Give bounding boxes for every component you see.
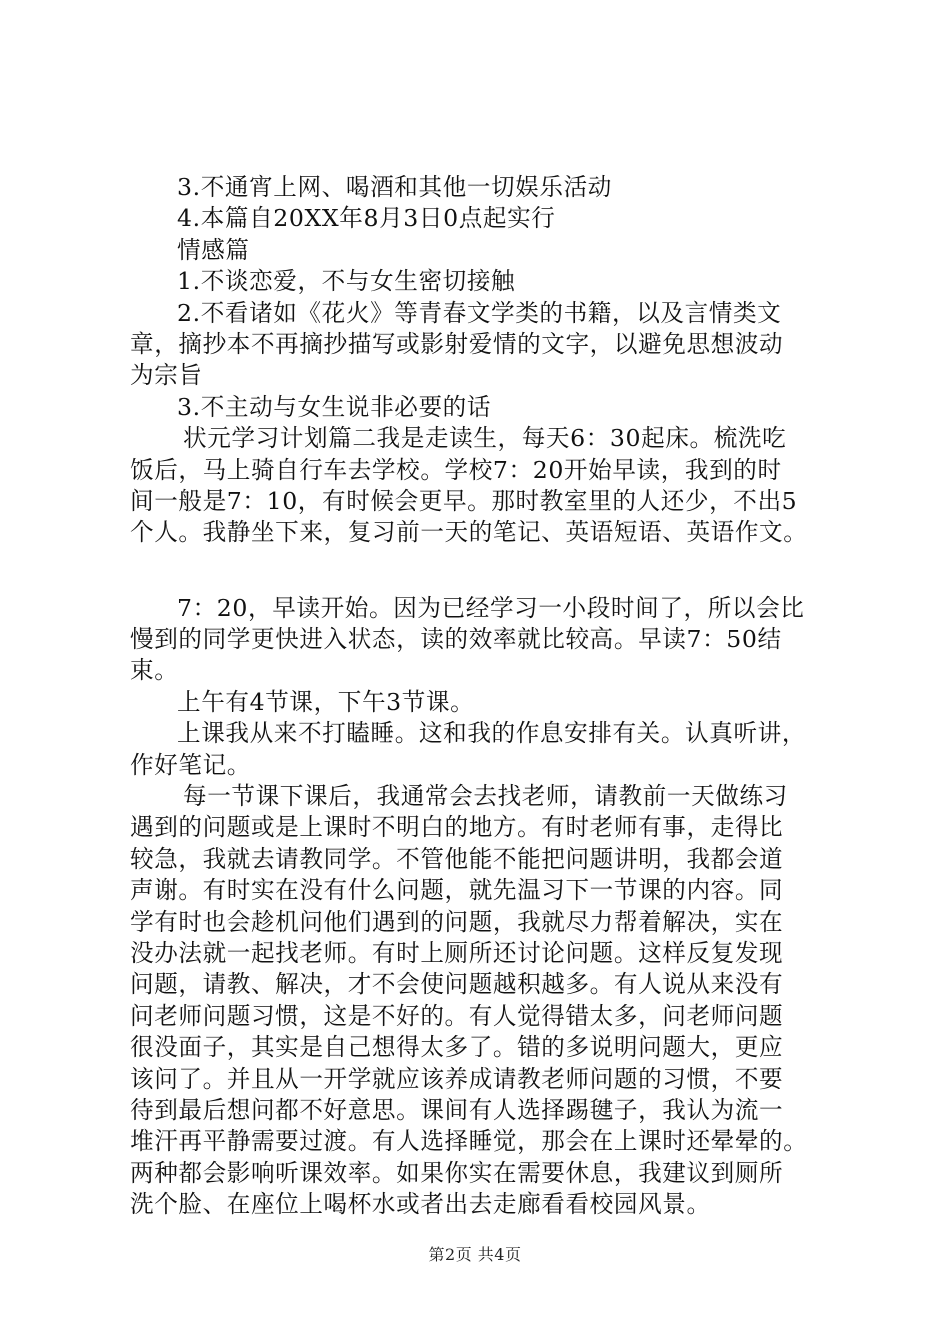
text-line: 两种都会影响听课效率。如果你实在需要休息，我建议到厕所 bbox=[130, 1158, 784, 1187]
text-line: 该问了。并且从一开学就应该养成请教老师问题的习惯，不要 bbox=[130, 1064, 784, 1093]
text-line: 很没面子，其实是自己想得太多了。错的多说明问题大，更应 bbox=[130, 1033, 784, 1062]
text-line: 束。 bbox=[130, 656, 179, 685]
text-line: 上课我从来不打瞌睡。这和我的作息安排有关。认真听讲， bbox=[177, 719, 807, 748]
document-body bbox=[130, 172, 850, 1221]
text-line: 每一节课下课后，我通常会去找老师，请教前一天做练习 bbox=[183, 782, 788, 811]
paragraph-gap bbox=[130, 549, 850, 593]
page-footer bbox=[0, 1242, 950, 1265]
text-line: 为宗旨 bbox=[130, 361, 203, 390]
text-line: 作好笔记。 bbox=[130, 750, 251, 779]
text-line: 章，摘抄本不再摘抄描写或影射爱情的文字，以避免思想波动 bbox=[130, 329, 784, 358]
text-line: 4.本篇自20XX年8月3日0点起实行 bbox=[177, 204, 556, 233]
text-line: 堆汗再平静需要过渡。有人选择睡觉，那会在上课时还晕晕的。 bbox=[130, 1127, 808, 1156]
text-line: 没办法就一起找老师。有时上厕所还讨论问题。这样反复发现 bbox=[130, 938, 784, 967]
text-line: 3.不主动与女生说非必要的话 bbox=[177, 392, 492, 421]
section-heading: 情感篇 bbox=[177, 235, 250, 264]
text-line: 饭后，马上骑自行车去学校。学校7：20开始早读，我到的时 bbox=[130, 455, 782, 484]
text-line: 学有时也会趁机问他们遇到的问题，我就尽力帮着解决，实在 bbox=[130, 907, 784, 936]
text-line: 待到最后想问都不好意思。课间有人选择踢毽子，我认为流一 bbox=[130, 1095, 784, 1124]
text-line: 洗个脸、在座位上喝杯水或者出去走廊看看校园风景。 bbox=[130, 1190, 711, 1219]
text-line: 声谢。有时实在没有什么问题，就先温习下一节课的内容。同 bbox=[130, 876, 784, 905]
text-line: 上午有4节课，下午3节课。 bbox=[177, 687, 475, 716]
text-line: 问题，请教、解决，才不会使问题越积越多。有人说从来没有 bbox=[130, 970, 784, 999]
text-line: 2.不看诸如《花火》等青春文学类的书籍，以及言情类文 bbox=[177, 298, 782, 327]
page-number: 第2页 共4页 bbox=[428, 1245, 522, 1264]
text-line: 间一般是7：10，有时候会更早。那时教室里的人还少，不出5 bbox=[130, 486, 798, 515]
text-line: 3.不通宵上网、喝酒和其他一切娱乐活动 bbox=[177, 173, 613, 201]
text-line: 1.不谈恋爱，不与女生密切接触 bbox=[177, 267, 516, 296]
text-line: 7：20，早读开始。因为已经学习一小段时间了，所以会比 bbox=[177, 593, 805, 622]
text-line: 个人。我静坐下来，复习前一天的笔记、英语短语、英语作文。 bbox=[130, 518, 808, 547]
text-line: 较急，我就去请教同学。不管他能不能把问题讲明，我都会道 bbox=[130, 844, 784, 873]
text-line: 慢到的同学更快进入状态，读的效率就比较高。早读7：50结 bbox=[130, 625, 782, 654]
text-line: 遇到的问题或是上课时不明白的地方。有时老师有事，走得比 bbox=[130, 813, 784, 842]
text-line: 状元学习计划篇二我是走读生，每天6：30起床。梳洗吃 bbox=[183, 424, 787, 453]
text-line: 问老师问题习惯，这是不好的。有人觉得错太多，问老师问题 bbox=[130, 1001, 784, 1030]
